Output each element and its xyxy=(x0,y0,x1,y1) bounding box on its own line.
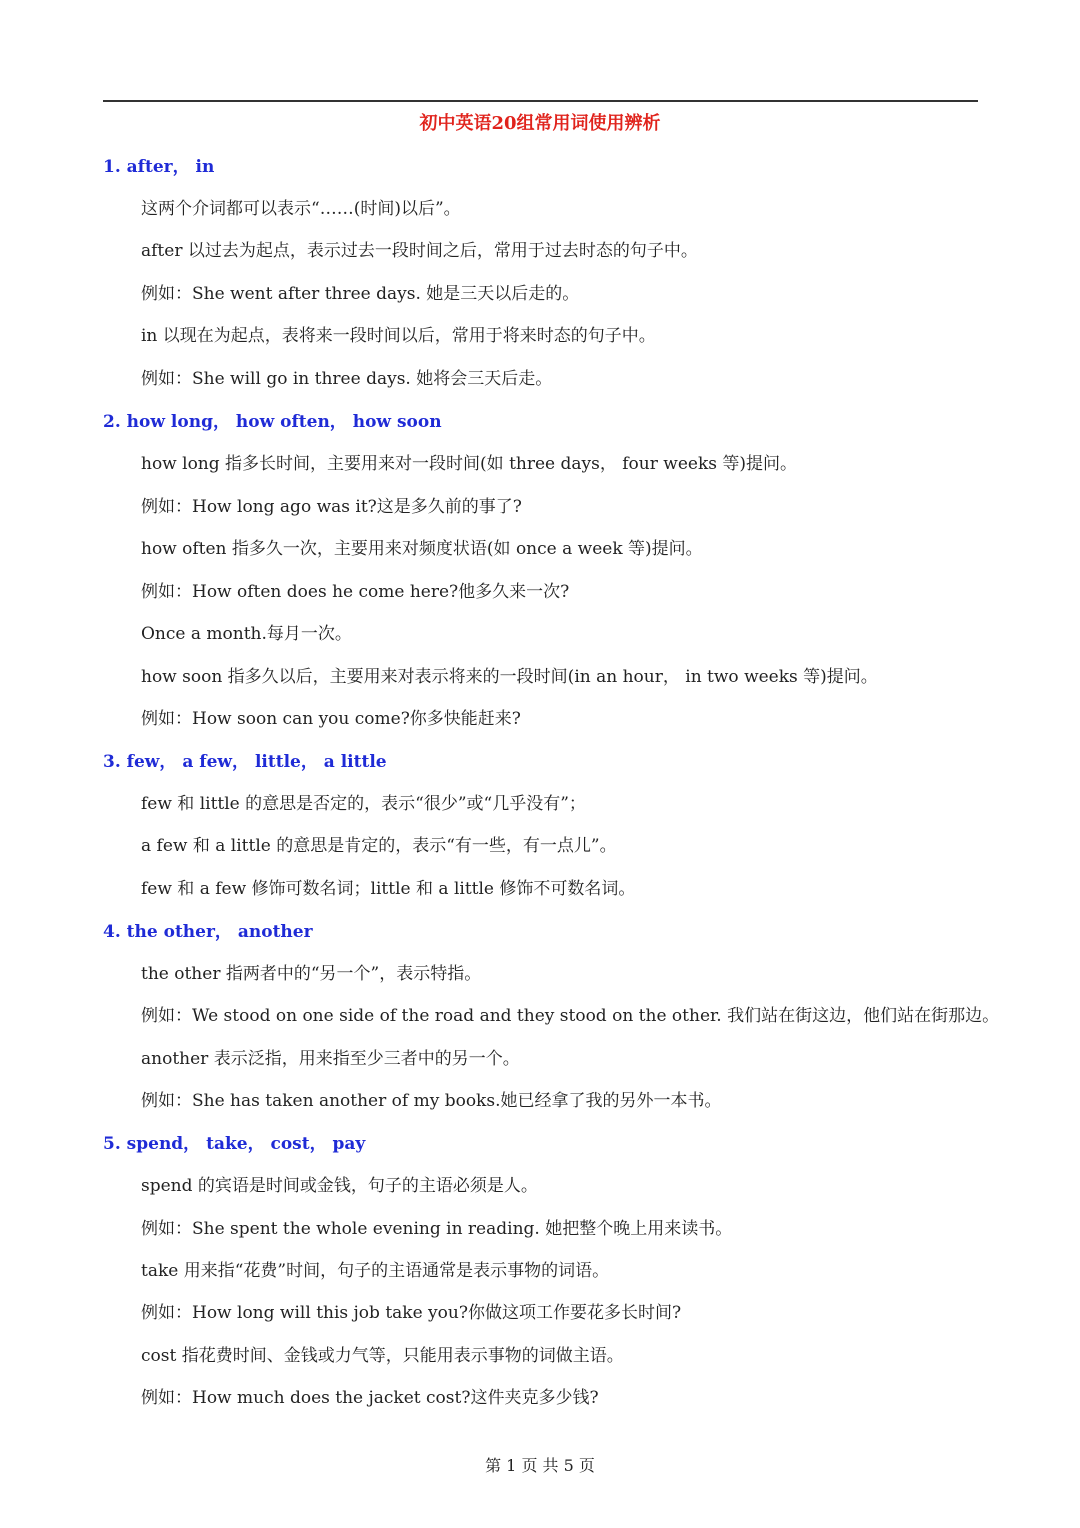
body-line: in 以现在为起点，表将来一段时间以后，常用于将来时态的句子中。 xyxy=(141,326,656,346)
example-line: 例如：We stood on one side of the road and they stood on the other. 我们站在街这边，他们站在街那边。 xyxy=(141,1006,1000,1026)
body-line: a few 和 a little 的意思是肯定的，表示“有一些，有一点儿”。 xyxy=(141,836,617,856)
body-line: 这两个介词都可以表示“……(时间)以后”。 xyxy=(141,199,461,219)
page-footer: 第 1 页 共 5 页 xyxy=(485,1456,595,1475)
section-heading-few: 3. few， a few， little， a little xyxy=(103,752,387,772)
example-line: 例如：She has taken another of my books.她已经拿了我的另外一本书。 xyxy=(141,1091,722,1111)
example-line: 例如：She spent the whole evening in reading. 她把整个晚上用来读书。 xyxy=(141,1219,733,1239)
body-line: how soon 指多久以后，主要用来对表示将来的一段时间(in an hour， in two weeks 等)提问。 xyxy=(141,667,878,687)
section-heading-after-in: 1. after， in xyxy=(103,157,215,177)
example-line: 例如：She will go in three days. 她将会三天后走。 xyxy=(141,369,553,389)
body-line: how often 指多久一次，主要用来对频度状语(如 once a week 等)提问。 xyxy=(141,539,703,559)
top-rule xyxy=(103,100,978,102)
section-heading-spend: 5. spend， take， cost， pay xyxy=(103,1134,366,1154)
body-line: after 以过去为起点，表示过去一段时间之后，常用于过去时态的句子中。 xyxy=(141,241,698,261)
body-line: cost 指花费时间、金钱或力气等，只能用表示事物的词做主语。 xyxy=(141,1346,624,1366)
body-line: spend 的宾语是时间或金钱，句子的主语必须是人。 xyxy=(141,1176,538,1196)
section-heading-the-other: 4. the other， another xyxy=(103,922,313,942)
body-line: the other 指两者中的“另一个”，表示特指。 xyxy=(141,964,482,984)
body-line: how long 指多长时间，主要用来对一段时间(如 three days， four weeks 等)提问。 xyxy=(141,454,798,474)
example-line: 例如：How much does the jacket cost?这件夹克多少钱? xyxy=(141,1388,599,1408)
example-line: 例如：How often does he come here?他多久来一次? xyxy=(141,582,570,602)
example-line: 例如：She went after three days. 她是三天以后走的。 xyxy=(141,284,580,304)
example-line: 例如：How long will this job take you?你做这项工作要花多长时间? xyxy=(141,1303,682,1323)
body-line: few 和 a few 修饰可数名词；little 和 a little 修饰不可数名词。 xyxy=(141,879,636,899)
example-line: 例如：How long ago was it?这是多久前的事了? xyxy=(141,497,522,517)
document-title: 初中英语20组常用词使用辨析 xyxy=(419,113,661,134)
body-line: few 和 little 的意思是否定的，表示“很少”或“几乎没有”； xyxy=(141,794,586,814)
example-line: Once a month.每月一次。 xyxy=(141,624,352,644)
body-line: take 用来指“花费”时间，句子的主语通常是表示事物的词语。 xyxy=(141,1261,610,1281)
example-line: 例如：How soon can you come?你多快能赶来? xyxy=(141,709,521,729)
body-line: another 表示泛指，用来指至少三者中的另一个。 xyxy=(141,1049,520,1069)
section-heading-how-long: 2. how long， how often， how soon xyxy=(103,412,442,432)
